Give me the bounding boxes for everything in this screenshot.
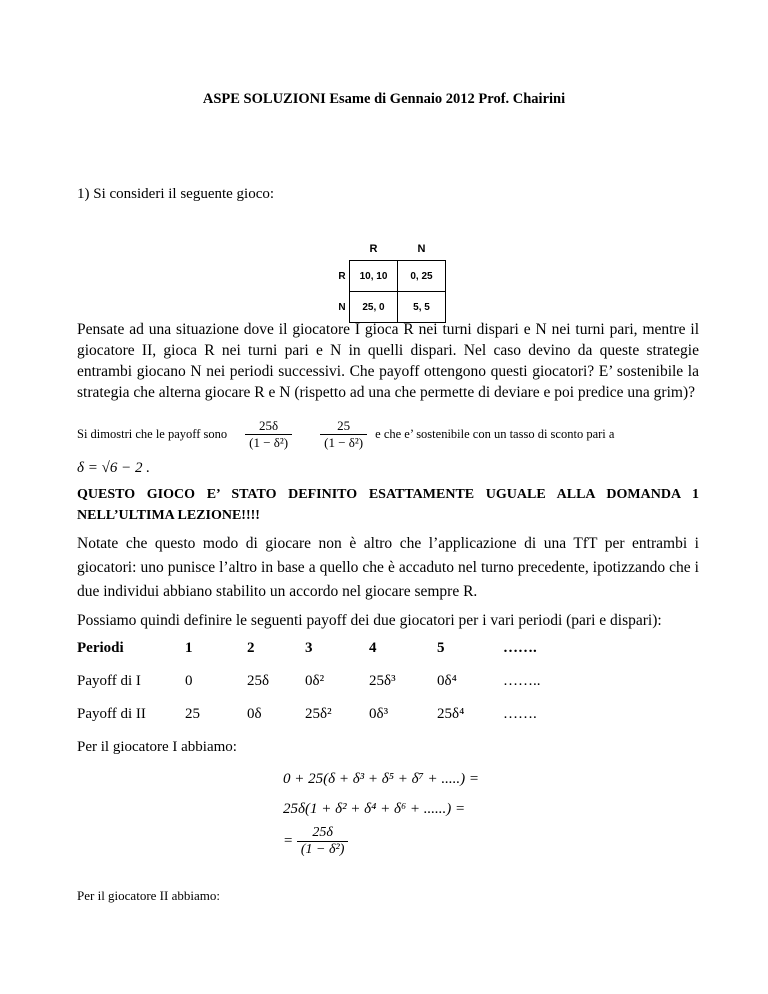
fraction-denominator: (1 − δ²) — [249, 435, 289, 450]
table-row — [77, 706, 583, 739]
table-cell: …….. — [503, 673, 541, 689]
fraction-numerator: 25 — [320, 418, 367, 435]
game-matrix — [335, 238, 446, 323]
fraction-result — [297, 825, 348, 858]
table-header-cell: 3 — [305, 640, 313, 656]
table-cell: 0δ² — [305, 673, 325, 689]
equation-line-3 — [283, 825, 348, 858]
payoff-cell: 10, 10 — [350, 261, 398, 292]
payoff-cell: 0, 25 — [398, 261, 446, 292]
paragraph-periods-intro: Possiamo quindi definire le seguenti payoff dei due giocatori per i vari periodi (pari e dispari): — [77, 612, 662, 629]
player2-label: Per il giocatore II abbiamo: — [77, 888, 220, 903]
fraction-numerator: 25δ — [245, 418, 292, 435]
table-cell: 25δ² — [305, 706, 332, 722]
page-title: ASPE SOLUZIONI Esame di Gennaio 2012 Prof. Chairini — [202, 91, 566, 107]
bold-note: QUESTO GIOCO E’ STATO DEFINITO ESATTAMENTE UGUALE ALLA DOMANDA 1 NELL’ULTIMA LEZIONE!!!! — [77, 487, 699, 523]
table-cell: Payoff di I — [77, 673, 141, 689]
col-header-n: N — [417, 243, 426, 255]
paragraph-tft: Notate che questo modo di giocare non è altro che l’applicazione di una TfT per entrambi i giocatori: uno punisce l’altro in base a quello che è accaduto nel turno precedente, ipotizzando che i due individui abbiano stabilito un accordo nel giocare sempre R. — [77, 535, 699, 600]
payoff-cell: 25, 0 — [350, 292, 398, 323]
equals-sign: = — [283, 833, 294, 849]
table-header-cell: 5 — [437, 640, 445, 656]
fraction-numerator: 25δ — [297, 825, 348, 842]
payoff-suffix: e che e’ sostenibile con un tasso di sconto pari a — [375, 427, 615, 442]
table-header-cell: 1 — [185, 640, 193, 656]
fraction-player1 — [245, 418, 292, 451]
row-header-r: R — [338, 270, 346, 282]
question-1: 1) Si consideri il seguente gioco: — [77, 186, 275, 202]
table-cell: Payoff di II — [77, 706, 146, 722]
table-cell: 25δ⁴ — [437, 706, 465, 722]
table-cell: 0 — [185, 673, 193, 689]
col-header-r: R — [369, 243, 378, 255]
table-cell: ……. — [503, 706, 537, 722]
table-cell: 25δ — [247, 673, 270, 689]
equation-line-1: 0 + 25(δ + δ³ + δ⁵ + δ⁷ + .....) = — [283, 771, 480, 787]
table-header-row — [77, 640, 583, 673]
fraction-denominator: (1 − δ²) — [324, 435, 364, 450]
periods-table — [77, 640, 583, 739]
player1-label: Per il giocatore I abbiamo: — [77, 739, 237, 755]
payoff-prefix: Si dimostri che le payoff sono — [77, 427, 228, 442]
table-header-cell: 4 — [369, 640, 377, 656]
table-cell: 0δ³ — [369, 706, 389, 722]
table-cell: 25δ³ — [369, 673, 396, 689]
payoff-cell: 5, 5 — [398, 292, 446, 323]
table-cell: 0δ — [247, 706, 262, 722]
delta-value: δ = √6 − 2 . — [77, 460, 150, 476]
table-header-cell: 2 — [247, 640, 255, 656]
fraction-denominator: (1 − δ²) — [300, 842, 345, 857]
equation-line-2: 25δ(1 + δ² + δ⁴ + δ⁶ + ......) = — [283, 801, 466, 817]
table-cell: 25 — [185, 706, 200, 722]
table-header-cell: Periodi — [77, 640, 124, 656]
fraction-player2 — [320, 418, 367, 451]
table-row — [77, 673, 583, 706]
table-cell: 0δ⁴ — [437, 673, 457, 689]
row-header-n: N — [338, 301, 346, 313]
table-header-cell: ……. — [503, 640, 537, 656]
paragraph-situation: Pensate ad una situazione dove il giocatore I gioca R nei turni dispari e N nei turni pari, mentre il giocatore II, gioca R nei turni pari e N in quelli dispari. Nel caso devino da queste strategie entrambi giocano N nei periodi successivi. Che payoff ottengono questi giocatori? E’ sostenibile la strategia che alterna giocare R e N (rispetto ad una che permette di deviare e poi predice una grim)? — [77, 321, 699, 401]
payoff-statement — [77, 418, 717, 451]
